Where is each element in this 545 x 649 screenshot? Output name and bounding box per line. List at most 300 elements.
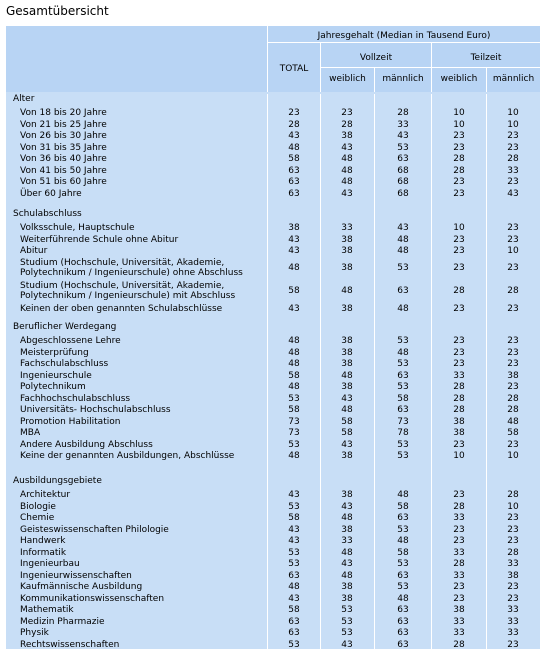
row-label [20, 190, 82, 200]
cell-value: 28 [507, 405, 519, 415]
cell-value: 33 [453, 547, 465, 558]
row-label [20, 560, 80, 570]
row-label-line: Von 18 bis 20 Jahre [20, 108, 107, 118]
header-total: TOTAL [279, 64, 309, 74]
cell-value: 33 [397, 119, 409, 130]
cell-value: 23 [453, 347, 465, 358]
row-label [20, 337, 121, 347]
cell-value: 23 [453, 263, 465, 273]
cell-value: 23 [453, 131, 465, 141]
row-label [20, 629, 49, 639]
cell-value: 28 [453, 559, 465, 569]
table-row [6, 381, 540, 393]
table-row [6, 257, 540, 280]
table-row [6, 627, 540, 639]
cell-value: 53 [288, 547, 300, 558]
cell-value: 33 [453, 570, 465, 581]
cell-value: 38 [341, 131, 353, 141]
cell-value: 10 [507, 108, 519, 118]
cell-value: 10 [453, 223, 465, 233]
cell-value: 28 [453, 286, 465, 296]
table-row [6, 107, 540, 119]
cell-value: 23 [507, 536, 519, 546]
row-label-line: Von 26 bis 30 Jahre [20, 131, 107, 141]
cell-value: 38 [341, 303, 353, 314]
cell-value: 48 [341, 405, 353, 415]
cell-value: 38 [453, 416, 465, 427]
row-label [20, 514, 54, 524]
cell-value: 53 [397, 439, 409, 450]
row-label [20, 583, 142, 593]
cell-value: 48 [288, 451, 300, 461]
row-label-line: Rechtswissenschaften [20, 639, 120, 649]
table-row [6, 404, 540, 416]
cell-value: 43 [341, 393, 353, 404]
cell-value: 38 [507, 370, 519, 381]
cell-value: 53 [288, 559, 300, 569]
table-row [6, 547, 540, 559]
row-label-line: Fachschulabschluss [20, 359, 109, 369]
table-row [6, 501, 540, 513]
cell-value: 53 [341, 628, 353, 638]
row-label-line: Medizin Pharmazie [20, 616, 105, 627]
cell-value: 48 [341, 286, 353, 296]
cell-value: 28 [453, 501, 465, 512]
cell-value: 28 [507, 286, 519, 296]
cell-value: 58 [288, 286, 300, 296]
cell-value: 48 [288, 359, 300, 369]
cell-value: 53 [341, 605, 353, 615]
table-row [6, 427, 540, 439]
row-label-line: Keine der genannten Ausbildungen, Abschlüsse [20, 451, 235, 461]
cell-value: 48 [288, 582, 300, 592]
row-label-line: Architektur [20, 490, 71, 500]
cell-value: 43 [288, 246, 300, 256]
cell-value: 43 [288, 524, 300, 535]
cell-value: 10 [507, 501, 519, 512]
cell-value: 23 [453, 234, 465, 245]
table-row [6, 639, 540, 649]
row-label-line: Von 31 bis 35 Jahre [20, 142, 107, 153]
cell-value: 23 [507, 359, 519, 369]
cell-value: 23 [341, 108, 353, 118]
cell-value: 28 [453, 393, 465, 404]
cell-value: 23 [453, 303, 465, 314]
cell-value: 53 [288, 439, 300, 450]
section-title: Beruflicher Werdegang [13, 322, 117, 332]
cell-value: 38 [288, 223, 300, 233]
table-row [6, 558, 540, 570]
cell-value: 63 [288, 616, 300, 627]
table-row [6, 604, 540, 616]
cell-value: 58 [397, 393, 409, 404]
cell-value: 23 [453, 593, 465, 604]
cell-value: 10 [507, 451, 519, 461]
cell-value: 53 [397, 382, 409, 392]
cell-value: 23 [507, 639, 519, 649]
cell-value: 33 [453, 616, 465, 627]
table-row [6, 142, 540, 154]
cell-value: 23 [507, 303, 519, 314]
cell-value: 28 [453, 405, 465, 415]
table-row [6, 165, 540, 177]
cell-value: 33 [507, 628, 519, 638]
cell-value: 23 [507, 593, 519, 604]
table-row [6, 512, 540, 524]
row-label-line: Universitäts- Hochschulabschluss [20, 405, 171, 415]
cell-value: 43 [341, 639, 353, 649]
cell-value: 28 [397, 108, 409, 118]
row-label [20, 395, 130, 405]
cell-value: 63 [397, 154, 409, 164]
cell-value: 10 [453, 451, 465, 461]
row-label [20, 236, 178, 246]
cell-value: 48 [397, 347, 409, 358]
row-label [20, 572, 132, 582]
cell-value: 23 [453, 582, 465, 592]
cell-value: 23 [453, 536, 465, 546]
row-label-line: Studium (Hochschule, Universität, Akademie, [20, 280, 225, 291]
cell-value: 53 [341, 616, 353, 627]
cell-value: 23 [507, 263, 519, 273]
cell-value: 68 [397, 188, 409, 199]
row-label [20, 618, 105, 628]
cell-value: 43 [288, 536, 300, 546]
cell-value: 33 [341, 536, 353, 546]
cell-value: 48 [341, 570, 353, 581]
cell-value: 28 [453, 639, 465, 649]
cell-value: 73 [397, 416, 409, 427]
table-row [6, 450, 540, 462]
cell-value: 53 [397, 582, 409, 592]
row-label-line: Chemie [20, 513, 55, 523]
header-group-label: Jahresgehalt (Median in Tausend Euro) [317, 31, 491, 41]
table-row [6, 439, 540, 451]
section-title: Alter [13, 94, 35, 104]
cell-value: 23 [507, 513, 519, 523]
cell-value: 58 [288, 154, 300, 164]
cell-value: 23 [453, 177, 465, 187]
cell-value: 23 [507, 223, 519, 233]
row-label-line: Weiterführende Schule ohne Abitur [20, 234, 179, 245]
cell-value: 58 [288, 513, 300, 523]
table-row [6, 358, 540, 370]
cell-value: 23 [453, 524, 465, 535]
cell-value: 48 [341, 370, 353, 381]
cell-value: 48 [397, 593, 409, 604]
row-label-line: Fachhochschulabschluss [20, 393, 131, 404]
row-label [20, 549, 66, 559]
row-label-line: Polytechnikum / Ingenieurschule) ohne Abschluss [20, 267, 243, 278]
row-label [20, 383, 86, 393]
table-row [6, 581, 540, 593]
cell-value: 58 [288, 605, 300, 615]
row-label [20, 491, 70, 501]
table-row [6, 245, 540, 257]
cell-value: 33 [453, 628, 465, 638]
row-label [20, 537, 66, 547]
cell-value: 23 [453, 246, 465, 256]
cell-value: 28 [507, 393, 519, 404]
cell-value: 58 [288, 405, 300, 415]
cell-value: 58 [341, 428, 353, 438]
cell-value: 38 [341, 246, 353, 256]
cell-value: 33 [453, 370, 465, 381]
cell-value: 38 [341, 490, 353, 500]
cell-value: 68 [397, 165, 409, 176]
row-label [20, 167, 107, 177]
cell-value: 38 [341, 263, 353, 273]
cell-value: 63 [288, 177, 300, 187]
cell-value: 28 [453, 165, 465, 176]
cell-value: 58 [341, 416, 353, 427]
cell-value: 63 [397, 513, 409, 523]
cell-value: 10 [507, 246, 519, 256]
cell-value: 58 [397, 547, 409, 558]
cell-value: 48 [341, 513, 353, 523]
salary-table [6, 26, 540, 649]
cell-value: 48 [288, 142, 300, 153]
cell-value: 33 [507, 616, 519, 627]
table-row [6, 370, 540, 382]
cell-value: 43 [397, 223, 409, 233]
cell-value: 63 [288, 570, 300, 581]
row-label-line: Ingenieurschule [20, 370, 92, 381]
cell-value: 63 [397, 605, 409, 615]
header-vollzeit: Vollzeit [359, 53, 393, 63]
row-label [20, 155, 107, 165]
row-label-line: Von 21 bis 25 Jahre [20, 119, 107, 130]
row-label [20, 503, 56, 513]
page-title: Gesamtübersicht [6, 4, 109, 18]
cell-value: 23 [507, 142, 519, 153]
table-header [6, 26, 540, 92]
cell-value: 58 [397, 501, 409, 512]
table-row [6, 303, 540, 315]
cell-value: 43 [288, 234, 300, 245]
table-row [6, 188, 540, 200]
cell-value: 43 [507, 188, 519, 199]
table-row [6, 489, 540, 501]
cell-value: 73 [288, 416, 300, 427]
cell-value: 53 [397, 263, 409, 273]
table-row [6, 524, 540, 536]
cell-value: 48 [397, 536, 409, 546]
row-label-line: Informatik [20, 547, 67, 558]
cell-value: 33 [507, 559, 519, 569]
cell-value: 23 [507, 439, 519, 450]
row-label [20, 178, 107, 188]
row-label [20, 526, 169, 536]
row-label-line: Von 51 bis 60 Jahre [20, 177, 107, 187]
cell-value: 68 [397, 177, 409, 187]
cell-value: 43 [397, 131, 409, 141]
cell-value: 38 [341, 234, 353, 245]
cell-value: 28 [341, 119, 353, 130]
cell-value: 63 [397, 405, 409, 415]
row-label [20, 109, 107, 119]
table-row [6, 416, 540, 428]
row-label-line: Physik [20, 628, 49, 638]
table-row [6, 280, 540, 303]
cell-value: 63 [397, 370, 409, 381]
cell-value: 48 [341, 154, 353, 164]
row-label-line: Handwerk [20, 536, 66, 546]
cell-value: 53 [397, 336, 409, 346]
cell-value: 48 [288, 336, 300, 346]
cell-value: 53 [397, 142, 409, 153]
table-row [6, 347, 540, 359]
cell-value: 63 [288, 628, 300, 638]
row-label-line: Andere Ausbildung Abschluss [20, 439, 153, 450]
cell-value: 23 [507, 347, 519, 358]
cell-value: 43 [341, 188, 353, 199]
cell-value: 53 [397, 559, 409, 569]
row-label-line: Geisteswissenschaften Philologie [20, 524, 169, 535]
cell-value: 53 [397, 359, 409, 369]
cell-value: 43 [341, 439, 353, 450]
table-row [6, 119, 540, 131]
row-label [20, 429, 40, 439]
cell-value: 43 [288, 303, 300, 314]
cell-value: 53 [288, 393, 300, 404]
header-teilzeit-weiblich: weiblich [440, 74, 478, 84]
cell-value: 23 [507, 234, 519, 245]
cell-value: 63 [288, 165, 300, 176]
cell-value: 38 [341, 336, 353, 346]
cell-value: 48 [341, 547, 353, 558]
cell-value: 53 [288, 639, 300, 649]
cell-value: 43 [341, 559, 353, 569]
section-title: Schulabschluss [13, 209, 82, 219]
cell-value: 23 [453, 359, 465, 369]
cell-value: 38 [341, 593, 353, 604]
cell-value: 48 [288, 347, 300, 358]
cell-value: 78 [397, 428, 409, 438]
row-label-line: Kaufmännische Ausbildung [20, 582, 143, 592]
cell-value: 48 [507, 416, 519, 427]
cell-value: 10 [453, 119, 465, 130]
cell-value: 28 [453, 382, 465, 392]
row-label-line: Biologie [20, 501, 56, 512]
cell-value: 48 [397, 303, 409, 314]
cell-value: 33 [507, 605, 519, 615]
row-label-line: Von 41 bis 50 Jahre [20, 165, 107, 176]
cell-value: 28 [453, 154, 465, 164]
row-label [20, 144, 107, 154]
row-label [20, 349, 89, 359]
row-label-line: Studium (Hochschule, Universität, Akademie, [20, 257, 225, 268]
cell-value: 73 [288, 428, 300, 438]
row-label [20, 452, 234, 462]
cell-value: 10 [507, 119, 519, 130]
row-label [20, 259, 243, 279]
cell-value: 23 [453, 336, 465, 346]
row-label [20, 441, 153, 451]
row-label [20, 606, 74, 616]
table-row [6, 176, 540, 188]
cell-value: 38 [341, 359, 353, 369]
cell-value: 43 [341, 142, 353, 153]
cell-value: 23 [288, 108, 300, 118]
cell-value: 48 [341, 177, 353, 187]
row-label-line: Von 36 bis 40 Jahre [20, 154, 107, 164]
cell-value: 23 [453, 439, 465, 450]
cell-value: 48 [397, 234, 409, 245]
cell-value: 53 [288, 501, 300, 512]
cell-value: 23 [507, 336, 519, 346]
cell-value: 38 [341, 451, 353, 461]
cell-value: 43 [288, 490, 300, 500]
row-label [20, 132, 107, 142]
cell-value: 48 [288, 263, 300, 273]
table-row [6, 570, 540, 582]
row-label [20, 418, 120, 428]
table-row [6, 535, 540, 547]
cell-value: 58 [507, 428, 519, 438]
cell-value: 23 [507, 177, 519, 187]
header-vollzeit-maennlich: männlich [382, 74, 424, 84]
cell-value: 33 [453, 513, 465, 523]
row-label-line: Abgeschlossene Lehre [20, 336, 121, 346]
cell-value: 63 [397, 628, 409, 638]
cell-value: 43 [288, 131, 300, 141]
cell-value: 63 [288, 188, 300, 199]
row-label-line: Ingenieurwissenschaften [20, 570, 132, 581]
cell-value: 53 [397, 524, 409, 535]
table-row [6, 335, 540, 347]
cell-value: 38 [341, 582, 353, 592]
cell-value: 38 [453, 605, 465, 615]
cell-value: 48 [397, 490, 409, 500]
row-label [20, 282, 235, 302]
cell-value: 38 [453, 428, 465, 438]
cell-value: 38 [341, 347, 353, 358]
cell-value: 23 [507, 131, 519, 141]
cell-value: 63 [397, 616, 409, 627]
header-teilzeit: Teilzeit [470, 53, 502, 63]
table-row [6, 130, 540, 142]
table-row [6, 234, 540, 246]
row-label-line: Abitur [20, 246, 48, 256]
table-row [6, 593, 540, 605]
header-teilzeit-maennlich: männlich [492, 74, 535, 84]
cell-value: 33 [341, 223, 353, 233]
cell-value: 43 [288, 593, 300, 604]
table-row [6, 616, 540, 628]
row-label-line: Meisterprüfung [20, 347, 89, 358]
row-label-line: Keinen der oben genannten Schulabschlüsse [20, 303, 223, 314]
cell-value: 38 [341, 524, 353, 535]
cell-value: 53 [397, 451, 409, 461]
cell-value: 43 [341, 501, 353, 512]
cell-value: 28 [288, 119, 300, 130]
row-label [20, 247, 47, 257]
row-label-line: Mathematik [20, 605, 74, 615]
row-label [20, 595, 164, 605]
cell-value: 38 [341, 382, 353, 392]
cell-value: 23 [507, 524, 519, 535]
cell-value: 10 [453, 108, 465, 118]
cell-value: 48 [341, 165, 353, 176]
table-row [6, 222, 540, 234]
row-label-line: Polytechnikum / Ingenieurschule) mit Abschluss [20, 290, 236, 301]
cell-value: 23 [507, 382, 519, 392]
cell-value: 23 [507, 582, 519, 592]
row-label-line: Kommunikationswissenschaften [20, 593, 165, 604]
cell-value: 63 [397, 639, 409, 649]
row-label-line: MBA [20, 428, 41, 438]
